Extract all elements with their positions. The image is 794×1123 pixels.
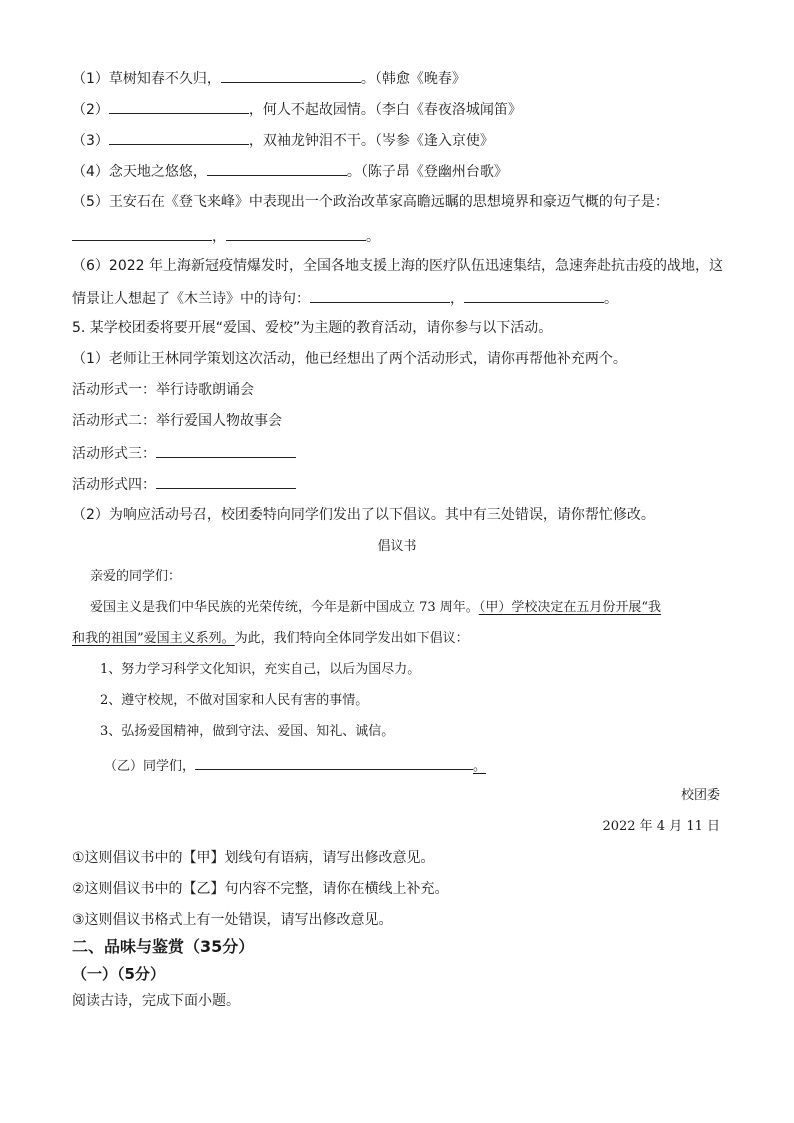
answer-blank[interactable] (310, 288, 450, 303)
letter-body-line1 (90, 599, 661, 617)
question-number: （3） (72, 133, 109, 149)
activity-form-2: 活动形式二：举行爱国人物故事会 (72, 413, 282, 429)
activity-part2: （2）为响应活动号召，校团委特向同学们发出了以下倡议。其中有三处错误，请你帮忙修改。 (72, 507, 655, 523)
fill-q6-answer (72, 288, 618, 308)
question-text: 情景让人想起了《木兰诗》中的诗句： (72, 291, 310, 307)
question-text: 王安石在《登飞来峰》中表现出一个政治改革家高瞻远瞩的思想境界和豪迈气概的句子是： (108, 194, 669, 210)
period: 。 (473, 759, 487, 774)
activity-stem: 5. 某学校团委将要开展“爱国、爱校”为主题的教育活动，请你参与以下活动。 (72, 320, 553, 336)
question-text: ，何人不起故园情。（李白《春夜洛城闻笛》 (248, 102, 522, 118)
reading-instruction: 阅读古诗，完成下面小题。 (72, 993, 240, 1009)
letter-yi-line (104, 755, 486, 776)
subsection-heading: （一）（5分） (72, 965, 165, 983)
question-number: （6） (72, 258, 109, 274)
form-label: 活动形式四： (72, 477, 156, 493)
letter-date: 2022 年 4 月 11 日 (602, 819, 720, 834)
fill-q5-answer (72, 226, 380, 246)
period: 。 (604, 291, 618, 307)
letter-item-1: 1、努力学习科学文化知识，充实自己，以后为国尽力。 (100, 662, 421, 677)
question-text: 草树知春不久归， (108, 71, 221, 87)
activity-part1: （1）老师让王林同学策划这次活动，他已经想出了两个活动形式，请你再帮他补充两个。 (72, 351, 627, 367)
fill-q5 (72, 193, 669, 211)
question-source: 。（韩愈《晚春》 (360, 71, 466, 87)
answer-blank[interactable] (195, 755, 473, 770)
task-2: ②这则倡议书中的【乙】句内容不完整，请你在横线上补充。 (72, 881, 449, 897)
question-source: 。（陈子昂《登幽州台歌》 (346, 164, 508, 180)
separator: ， (450, 291, 464, 307)
body-text: 爱国主义是我们中华民族的光荣传统，今年是新中国成立 73 周年。 (90, 600, 479, 615)
letter-item-2: 2、遵守校规，不做对国家和人民有害的事情。 (100, 693, 369, 708)
letter-greeting: 亲爱的同学们： (90, 569, 182, 584)
fill-q6 (72, 257, 723, 275)
letter-signature: 校团委 (680, 788, 720, 803)
question-number: （4） (72, 164, 109, 180)
section-heading: 二、品味与鉴赏（35分） (72, 937, 255, 956)
activity-form-1: 活动形式一：举行诗歌朗诵会 (72, 382, 254, 398)
answer-blank[interactable] (464, 288, 604, 303)
fill-q3 (72, 130, 494, 150)
underlined-sentence-jia: 和我的祖国”爱国主义系列。 (72, 631, 235, 646)
activity-form-3 (72, 443, 296, 463)
answer-blank[interactable] (109, 130, 249, 145)
underlined-sentence-jia: （甲）学校决定在五月份开展“我 (478, 600, 661, 615)
question-number: （1） (72, 71, 109, 87)
fill-q2 (72, 99, 522, 119)
answer-blank[interactable] (72, 226, 212, 241)
question-text: ，双袖龙钟泪不干。（岑参《逢入京使》 (248, 133, 494, 149)
form-label: 活动形式三： (72, 446, 156, 462)
fill-q1 (72, 68, 466, 88)
answer-blank[interactable] (226, 226, 366, 241)
answer-blank[interactable] (221, 68, 361, 83)
question-number: （5） (72, 194, 109, 210)
task-3: ③这则倡议书格式上有一处错误，请写出修改意见。 (72, 912, 393, 928)
separator: ， (212, 229, 226, 245)
question-number: （2） (72, 102, 109, 118)
question-text: 念天地之悠悠， (108, 164, 207, 180)
question-text: 2022 年上海新冠疫情爆发时，全国各地支援上海的医疗队伍迅速集结，急速奔赴抗击疫的战地，这 (108, 258, 723, 274)
letter-item-3: 3、弘扬爱国精神，做到守法、爱国、知礼、诚信。 (100, 724, 395, 739)
answer-blank[interactable] (156, 474, 296, 489)
period: 。 (366, 229, 380, 245)
body-text: 为此，我们特向全体同学发出如下倡议： (234, 631, 469, 646)
letter-body-line2 (72, 630, 469, 648)
activity-form-4 (72, 474, 296, 494)
answer-blank[interactable] (156, 443, 296, 458)
task-1: ①这则倡议书中的【甲】划线句有语病，请写出修改意见。 (72, 850, 435, 866)
fill-q4 (72, 161, 508, 181)
yi-text: （乙）同学们， (104, 759, 196, 774)
answer-blank[interactable] (109, 99, 249, 114)
answer-blank[interactable] (207, 161, 347, 176)
letter-title: 倡议书 (377, 539, 417, 554)
